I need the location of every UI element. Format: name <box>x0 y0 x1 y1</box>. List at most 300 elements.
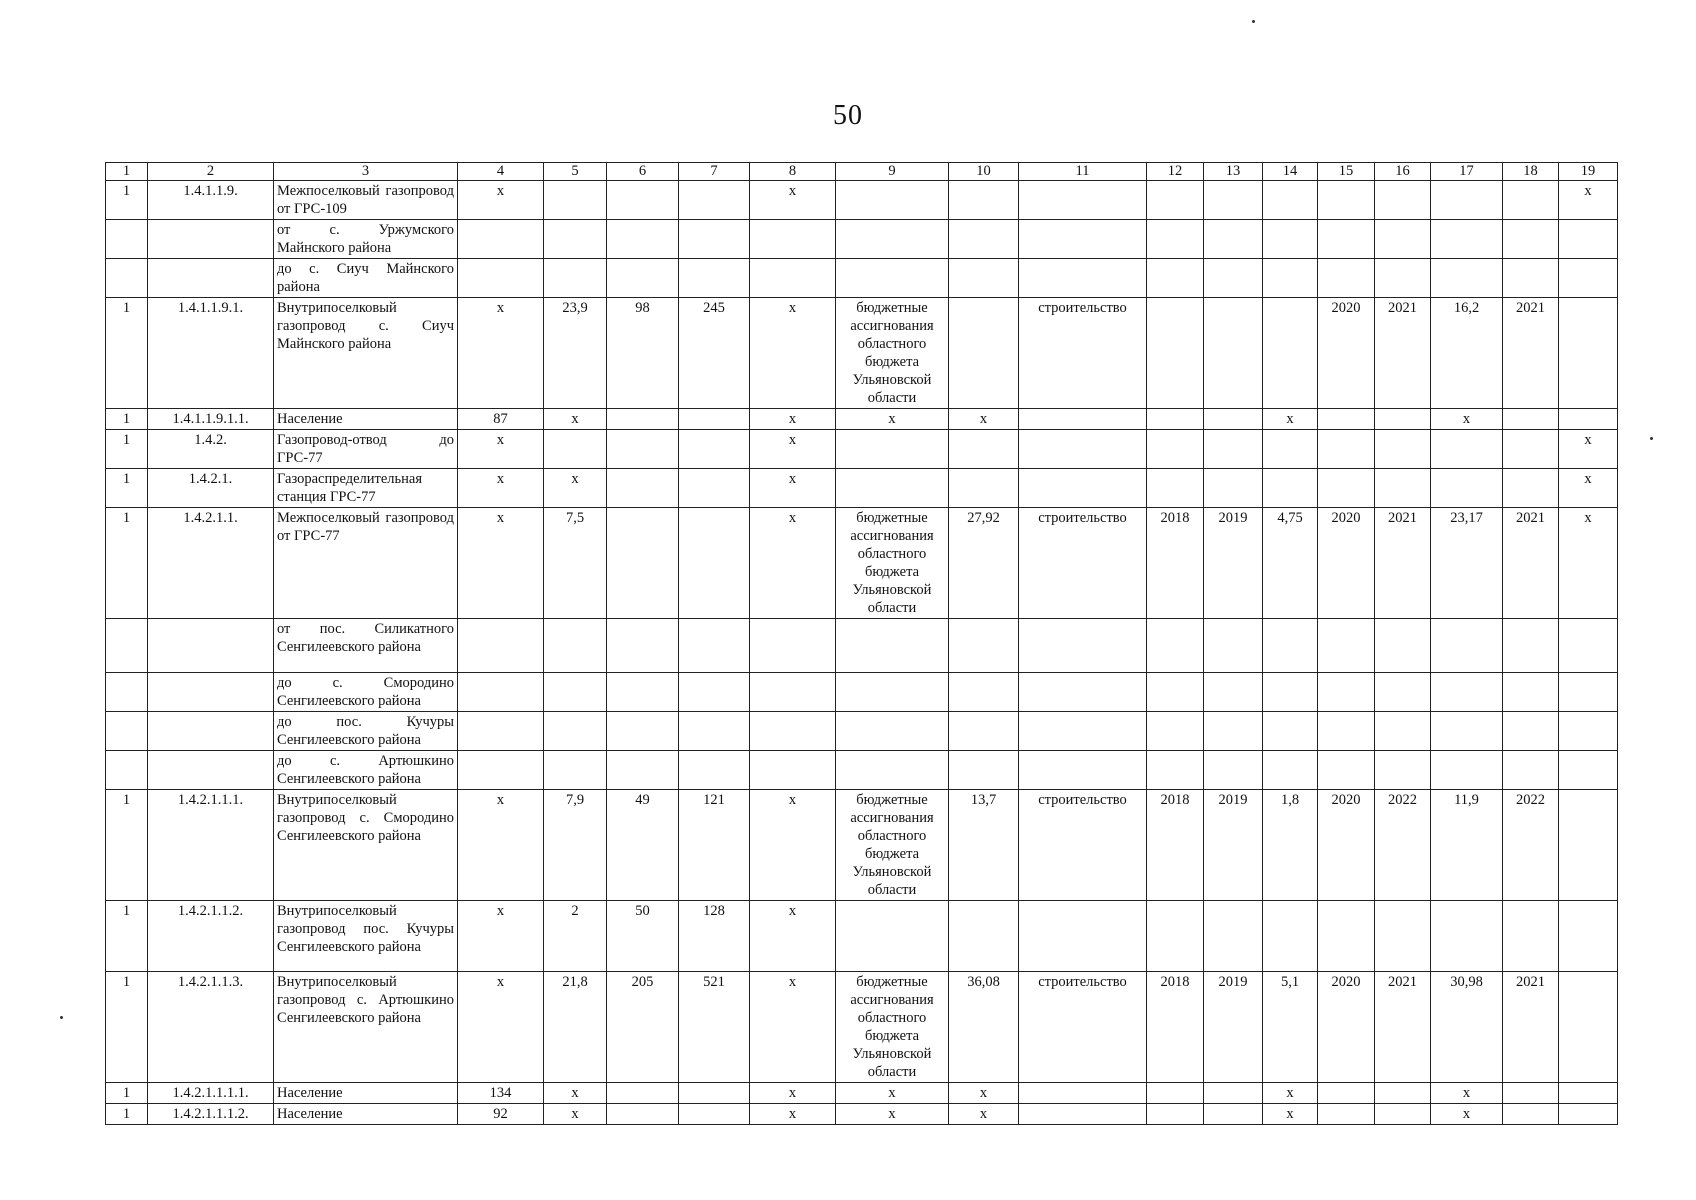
column-header: 11 <box>1019 163 1147 181</box>
table-cell-col-16 <box>1375 409 1431 430</box>
table-cell-col-9: бюджетные ассигнования областного бюджета Ульяновской области <box>836 972 949 1083</box>
table-cell-col-1 <box>106 619 148 673</box>
table-cell-col-8: х <box>750 1104 836 1125</box>
table-cell-col-6 <box>607 712 679 751</box>
table-cell-col-10 <box>949 673 1019 712</box>
table-cell-col-1: 1 <box>106 901 148 972</box>
table-cell-col-5: х <box>544 469 607 508</box>
table-cell-col-18 <box>1503 712 1559 751</box>
table-cell-col-8: х <box>750 430 836 469</box>
table-cell-col-14: 5,1 <box>1263 972 1318 1083</box>
table-row <box>106 508 1618 619</box>
table-cell-col-7 <box>679 1104 750 1125</box>
table-cell-col-9: х <box>836 1083 949 1104</box>
table-cell-col-13: 2019 <box>1204 790 1263 901</box>
table-cell-col-15 <box>1318 751 1375 790</box>
table-cell-col-2: 1.4.2.1. <box>148 469 274 508</box>
table-cell-col-8: х <box>750 790 836 901</box>
table-cell-col-4 <box>458 751 544 790</box>
table-cell-col-6 <box>607 1083 679 1104</box>
table-row <box>106 1083 1618 1104</box>
table-cell-col-5 <box>544 712 607 751</box>
table-cell-col-16: 2021 <box>1375 972 1431 1083</box>
table-cell-col-4 <box>458 712 544 751</box>
table-cell-col-12 <box>1147 751 1204 790</box>
table-cell-col-5: 21,8 <box>544 972 607 1083</box>
table-cell-col-14 <box>1263 220 1318 259</box>
table-cell-col-1 <box>106 220 148 259</box>
table-row <box>106 469 1618 508</box>
table-cell-col-12 <box>1147 901 1204 972</box>
table-cell-col-1 <box>106 751 148 790</box>
table-cell-col-1: 1 <box>106 1104 148 1125</box>
table-row <box>106 972 1618 1083</box>
table-cell-col-10 <box>949 712 1019 751</box>
table-cell-col-19 <box>1559 712 1618 751</box>
table-cell-col-13 <box>1204 901 1263 972</box>
table-cell-col-9 <box>836 751 949 790</box>
scan-speck <box>60 1016 63 1019</box>
table-cell-col-8: х <box>750 508 836 619</box>
table-cell-col-3: Население <box>274 1083 458 1104</box>
table-cell-col-18: 2021 <box>1503 298 1559 409</box>
table-cell-col-10: 13,7 <box>949 790 1019 901</box>
table-cell-col-7 <box>679 508 750 619</box>
table-row <box>106 751 1618 790</box>
table-cell-col-14: х <box>1263 1083 1318 1104</box>
table-cell-col-10 <box>949 751 1019 790</box>
table-cell-col-15 <box>1318 220 1375 259</box>
table-cell-col-15 <box>1318 1083 1375 1104</box>
table-cell-col-17 <box>1431 673 1503 712</box>
table-cell-col-17 <box>1431 712 1503 751</box>
table-cell-col-2 <box>148 712 274 751</box>
table-cell-col-14 <box>1263 298 1318 409</box>
table-cell-col-2 <box>148 619 274 673</box>
table-cell-col-11: строительство <box>1019 298 1147 409</box>
table-cell-col-11 <box>1019 430 1147 469</box>
table-cell-col-17 <box>1431 751 1503 790</box>
table-cell-col-11: строительство <box>1019 972 1147 1083</box>
table-cell-col-16 <box>1375 712 1431 751</box>
table-cell-col-16 <box>1375 751 1431 790</box>
column-header: 6 <box>607 163 679 181</box>
table-cell-col-4 <box>458 220 544 259</box>
table-cell-col-18: 2021 <box>1503 508 1559 619</box>
table-cell-col-9: бюджетные ассигнования областного бюджета Ульяновской области <box>836 790 949 901</box>
table-cell-col-19 <box>1559 619 1618 673</box>
table-cell-col-7 <box>679 409 750 430</box>
table-cell-col-11 <box>1019 673 1147 712</box>
table-cell-col-14 <box>1263 430 1318 469</box>
table-cell-col-6: 98 <box>607 298 679 409</box>
table-cell-col-1: 1 <box>106 298 148 409</box>
table-cell-col-8: х <box>750 972 836 1083</box>
table-cell-col-9: бюджетные ассигнования областного бюджета Ульяновской области <box>836 298 949 409</box>
table-cell-col-9 <box>836 673 949 712</box>
table-cell-col-9 <box>836 181 949 220</box>
table-cell-col-1: 1 <box>106 790 148 901</box>
table-cell-col-6 <box>607 619 679 673</box>
table-cell-col-13 <box>1204 469 1263 508</box>
table-cell-col-15: 2020 <box>1318 790 1375 901</box>
table-cell-col-16 <box>1375 469 1431 508</box>
table-cell-col-2: 1.4.1.1.9.1. <box>148 298 274 409</box>
table-cell-col-2 <box>148 751 274 790</box>
column-header: 9 <box>836 163 949 181</box>
table-cell-col-3: до пос. Кучуры Сенгилеевского района <box>274 712 458 751</box>
table-cell-col-6 <box>607 1104 679 1125</box>
table-cell-col-6 <box>607 220 679 259</box>
table-cell-col-8 <box>750 259 836 298</box>
column-header: 12 <box>1147 163 1204 181</box>
table-cell-col-15: 2020 <box>1318 972 1375 1083</box>
table-cell-col-5 <box>544 259 607 298</box>
table-cell-col-2: 1.4.2. <box>148 430 274 469</box>
table-cell-col-16 <box>1375 181 1431 220</box>
table-cell-col-15 <box>1318 673 1375 712</box>
table-row <box>106 619 1618 673</box>
data-table <box>105 162 1618 1125</box>
table-cell-col-5: 23,9 <box>544 298 607 409</box>
table-cell-col-12 <box>1147 220 1204 259</box>
table-cell-col-10 <box>949 259 1019 298</box>
table-cell-col-2: 1.4.2.1.1.1. <box>148 790 274 901</box>
column-header: 2 <box>148 163 274 181</box>
table-cell-col-6 <box>607 469 679 508</box>
table-cell-col-18 <box>1503 259 1559 298</box>
table-cell-col-16 <box>1375 1104 1431 1125</box>
table-cell-col-18: 2021 <box>1503 972 1559 1083</box>
table-cell-col-17: 23,17 <box>1431 508 1503 619</box>
table-cell-col-12: 2018 <box>1147 790 1204 901</box>
table-cell-col-5: 2 <box>544 901 607 972</box>
column-header: 17 <box>1431 163 1503 181</box>
table-cell-col-15 <box>1318 430 1375 469</box>
table-cell-col-3: Население <box>274 1104 458 1125</box>
table-cell-col-1: 1 <box>106 409 148 430</box>
table-cell-col-12 <box>1147 1104 1204 1125</box>
table-cell-col-7: 521 <box>679 972 750 1083</box>
table-cell-col-9 <box>836 259 949 298</box>
table-cell-col-3: Межпоселковый газопровод от ГРС-77 <box>274 508 458 619</box>
table-cell-col-5: х <box>544 1083 607 1104</box>
table-cell-col-13 <box>1204 751 1263 790</box>
table-cell-col-2: 1.4.2.1.1.1.2. <box>148 1104 274 1125</box>
table-cell-col-13 <box>1204 220 1263 259</box>
column-header: 13 <box>1204 163 1263 181</box>
table-cell-col-11 <box>1019 901 1147 972</box>
table-cell-col-11 <box>1019 181 1147 220</box>
table-cell-col-17 <box>1431 181 1503 220</box>
table-cell-col-19 <box>1559 673 1618 712</box>
table-cell-col-9 <box>836 901 949 972</box>
table-cell-col-4: х <box>458 972 544 1083</box>
table-cell-col-8: х <box>750 181 836 220</box>
table-cell-col-7 <box>679 469 750 508</box>
table-cell-col-1: 1 <box>106 972 148 1083</box>
table-cell-col-4: х <box>458 901 544 972</box>
table-cell-col-12 <box>1147 430 1204 469</box>
column-header: 16 <box>1375 163 1431 181</box>
table-cell-col-19: х <box>1559 181 1618 220</box>
table-cell-col-4: х <box>458 298 544 409</box>
table-row <box>106 220 1618 259</box>
table-cell-col-7 <box>679 1083 750 1104</box>
table-cell-col-12 <box>1147 409 1204 430</box>
table-cell-col-17 <box>1431 430 1503 469</box>
table-cell-col-3: до с. Артюшкино Сенгилеевского района <box>274 751 458 790</box>
table-cell-col-2 <box>148 220 274 259</box>
table-row <box>106 430 1618 469</box>
table-cell-col-12 <box>1147 1083 1204 1104</box>
column-header: 3 <box>274 163 458 181</box>
table-cell-col-19 <box>1559 409 1618 430</box>
table-cell-col-3: Внутрипоселковый газопровод с. Артюшкино Сенгилеевского района <box>274 972 458 1083</box>
table-cell-col-15 <box>1318 469 1375 508</box>
table-cell-col-7 <box>679 259 750 298</box>
table-cell-col-8 <box>750 751 836 790</box>
table-cell-col-18 <box>1503 1083 1559 1104</box>
table-cell-col-13: 2019 <box>1204 508 1263 619</box>
table-cell-col-1: 1 <box>106 430 148 469</box>
table-cell-col-9 <box>836 430 949 469</box>
table-cell-col-11 <box>1019 712 1147 751</box>
table-cell-col-17 <box>1431 259 1503 298</box>
table-cell-col-15 <box>1318 409 1375 430</box>
table-row <box>106 790 1618 901</box>
table-cell-col-8 <box>750 712 836 751</box>
table-cell-col-17: 11,9 <box>1431 790 1503 901</box>
table-cell-col-15 <box>1318 181 1375 220</box>
table-cell-col-6: 49 <box>607 790 679 901</box>
table-cell-col-14 <box>1263 673 1318 712</box>
table-cell-col-6 <box>607 508 679 619</box>
table-cell-col-9 <box>836 712 949 751</box>
table-cell-col-14: х <box>1263 1104 1318 1125</box>
table-cell-col-3: от пос. Силикатного Сенгилеевского района <box>274 619 458 673</box>
table-cell-col-13 <box>1204 673 1263 712</box>
table-cell-col-5 <box>544 220 607 259</box>
table-row <box>106 673 1618 712</box>
table-cell-col-10 <box>949 181 1019 220</box>
table-cell-col-17 <box>1431 469 1503 508</box>
table-cell-col-11 <box>1019 469 1147 508</box>
column-header: 4 <box>458 163 544 181</box>
table-cell-col-4: х <box>458 430 544 469</box>
table-cell-col-11 <box>1019 751 1147 790</box>
table-cell-col-18: 2022 <box>1503 790 1559 901</box>
table-row <box>106 409 1618 430</box>
table-cell-col-3: до с. Сиуч Майнского района <box>274 259 458 298</box>
table-cell-col-11 <box>1019 220 1147 259</box>
table-cell-col-5: х <box>544 1104 607 1125</box>
table-cell-col-9 <box>836 220 949 259</box>
table-cell-col-3: Население <box>274 409 458 430</box>
scan-speck <box>1650 437 1653 440</box>
table-cell-col-4: х <box>458 469 544 508</box>
table-cell-col-18 <box>1503 469 1559 508</box>
table-cell-col-11 <box>1019 1083 1147 1104</box>
table-cell-col-7 <box>679 673 750 712</box>
table-cell-col-2 <box>148 259 274 298</box>
table-cell-col-10 <box>949 298 1019 409</box>
table-cell-col-13 <box>1204 430 1263 469</box>
table-cell-col-19 <box>1559 298 1618 409</box>
table-cell-col-13 <box>1204 1104 1263 1125</box>
table-cell-col-4 <box>458 259 544 298</box>
table-cell-col-5: х <box>544 409 607 430</box>
table-cell-col-3: Газопровод-отвод до ГРС-77 <box>274 430 458 469</box>
table-cell-col-19 <box>1559 1104 1618 1125</box>
table-cell-col-8: х <box>750 469 836 508</box>
table-cell-col-6: 50 <box>607 901 679 972</box>
column-header: 15 <box>1318 163 1375 181</box>
table-cell-col-19 <box>1559 259 1618 298</box>
table-cell-col-4: 134 <box>458 1083 544 1104</box>
table-cell-col-13 <box>1204 298 1263 409</box>
table-cell-col-18 <box>1503 409 1559 430</box>
table-cell-col-9: х <box>836 409 949 430</box>
table-cell-col-5 <box>544 751 607 790</box>
table-cell-col-13: 2019 <box>1204 972 1263 1083</box>
table-cell-col-10: 27,92 <box>949 508 1019 619</box>
table-cell-col-19 <box>1559 751 1618 790</box>
table-cell-col-18 <box>1503 901 1559 972</box>
table-cell-col-8: х <box>750 298 836 409</box>
table-cell-col-11: строительство <box>1019 508 1147 619</box>
table-cell-col-15 <box>1318 259 1375 298</box>
table-cell-col-7: 245 <box>679 298 750 409</box>
column-header: 19 <box>1559 163 1618 181</box>
table-cell-col-10 <box>949 430 1019 469</box>
table-cell-col-1: 1 <box>106 181 148 220</box>
table-cell-col-12: 2018 <box>1147 508 1204 619</box>
column-header: 10 <box>949 163 1019 181</box>
table-cell-col-19 <box>1559 790 1618 901</box>
table-cell-col-3: Внутрипоселковый газопровод с. Смородино Сенгилеевского района <box>274 790 458 901</box>
page-number: 50 <box>833 100 863 131</box>
table-cell-col-16 <box>1375 673 1431 712</box>
table-row <box>106 298 1618 409</box>
table-cell-col-5 <box>544 181 607 220</box>
table-cell-col-19 <box>1559 1083 1618 1104</box>
table-cell-col-5 <box>544 673 607 712</box>
table-cell-col-2 <box>148 673 274 712</box>
table-cell-col-3: Внутрипоселковый газопровод пос. Кучуры Сенгилеевского района <box>274 901 458 972</box>
table-cell-col-10: х <box>949 409 1019 430</box>
table-cell-col-7 <box>679 751 750 790</box>
table-cell-col-13 <box>1204 1083 1263 1104</box>
table-cell-col-14: х <box>1263 409 1318 430</box>
table-cell-col-10 <box>949 220 1019 259</box>
table-cell-col-4 <box>458 619 544 673</box>
table-cell-col-18 <box>1503 430 1559 469</box>
table-cell-col-3: Газораспределительная станция ГРС-77 <box>274 469 458 508</box>
column-header: 1 <box>106 163 148 181</box>
table-cell-col-14 <box>1263 712 1318 751</box>
table-cell-col-4: 87 <box>458 409 544 430</box>
table-cell-col-2: 1.4.1.1.9.1.1. <box>148 409 274 430</box>
column-header: 7 <box>679 163 750 181</box>
table-cell-col-19: х <box>1559 469 1618 508</box>
table-cell-col-1 <box>106 259 148 298</box>
table-cell-col-12 <box>1147 712 1204 751</box>
table-cell-col-16 <box>1375 901 1431 972</box>
table-cell-col-11 <box>1019 619 1147 673</box>
table-cell-col-2: 1.4.1.1.9. <box>148 181 274 220</box>
table-cell-col-9 <box>836 619 949 673</box>
table-cell-col-15 <box>1318 619 1375 673</box>
table-cell-col-12 <box>1147 673 1204 712</box>
table-cell-col-10 <box>949 619 1019 673</box>
table-cell-col-15: 2020 <box>1318 508 1375 619</box>
table-cell-col-2: 1.4.2.1.1.3. <box>148 972 274 1083</box>
table-cell-col-7 <box>679 430 750 469</box>
table-cell-col-4 <box>458 673 544 712</box>
table-cell-col-3: до с. Смородино Сенгилеевского района <box>274 673 458 712</box>
table-cell-col-5: 7,9 <box>544 790 607 901</box>
table-cell-col-12: 2018 <box>1147 972 1204 1083</box>
table-cell-col-12 <box>1147 619 1204 673</box>
table-cell-col-12 <box>1147 298 1204 409</box>
table-cell-col-1: 1 <box>106 508 148 619</box>
table-cell-col-4: х <box>458 508 544 619</box>
table-cell-col-17 <box>1431 619 1503 673</box>
table-cell-col-17: х <box>1431 409 1503 430</box>
table-cell-col-13 <box>1204 181 1263 220</box>
table-cell-col-16: 2021 <box>1375 508 1431 619</box>
table-cell-col-16 <box>1375 430 1431 469</box>
table-cell-col-8 <box>750 673 836 712</box>
table-cell-col-3: Внутрипоселковый газопровод с. Сиуч Майнского района <box>274 298 458 409</box>
table-cell-col-19: х <box>1559 508 1618 619</box>
table-cell-col-14 <box>1263 181 1318 220</box>
scan-speck <box>1252 20 1255 23</box>
table-cell-col-10: 36,08 <box>949 972 1019 1083</box>
table-cell-col-14 <box>1263 901 1318 972</box>
table-cell-col-10: х <box>949 1104 1019 1125</box>
table-cell-col-6 <box>607 409 679 430</box>
table-row <box>106 1104 1618 1125</box>
table-cell-col-3: от с. Уржумского Майнского района <box>274 220 458 259</box>
table-cell-col-11: строительство <box>1019 790 1147 901</box>
table-cell-col-15: 2020 <box>1318 298 1375 409</box>
table-cell-col-3: Межпоселковый газопровод от ГРС-109 <box>274 181 458 220</box>
table-cell-col-9: бюджетные ассигнования областного бюджета Ульяновской области <box>836 508 949 619</box>
table-cell-col-8: х <box>750 901 836 972</box>
table-cell-col-16 <box>1375 220 1431 259</box>
table-cell-col-5: 7,5 <box>544 508 607 619</box>
table-cell-col-12 <box>1147 259 1204 298</box>
table-cell-col-16 <box>1375 1083 1431 1104</box>
table-cell-col-19 <box>1559 972 1618 1083</box>
table-cell-col-17: х <box>1431 1104 1503 1125</box>
table-cell-col-8 <box>750 619 836 673</box>
table-row <box>106 712 1618 751</box>
table-cell-col-14 <box>1263 469 1318 508</box>
table-cell-col-11 <box>1019 1104 1147 1125</box>
table-cell-col-19 <box>1559 901 1618 972</box>
table-cell-col-8 <box>750 220 836 259</box>
table-cell-col-19: х <box>1559 430 1618 469</box>
table-row <box>106 181 1618 220</box>
table-cell-col-9 <box>836 469 949 508</box>
table-cell-col-4: х <box>458 790 544 901</box>
table-cell-col-15 <box>1318 712 1375 751</box>
table-cell-col-10: х <box>949 1083 1019 1104</box>
table-cell-col-17: 30,98 <box>1431 972 1503 1083</box>
